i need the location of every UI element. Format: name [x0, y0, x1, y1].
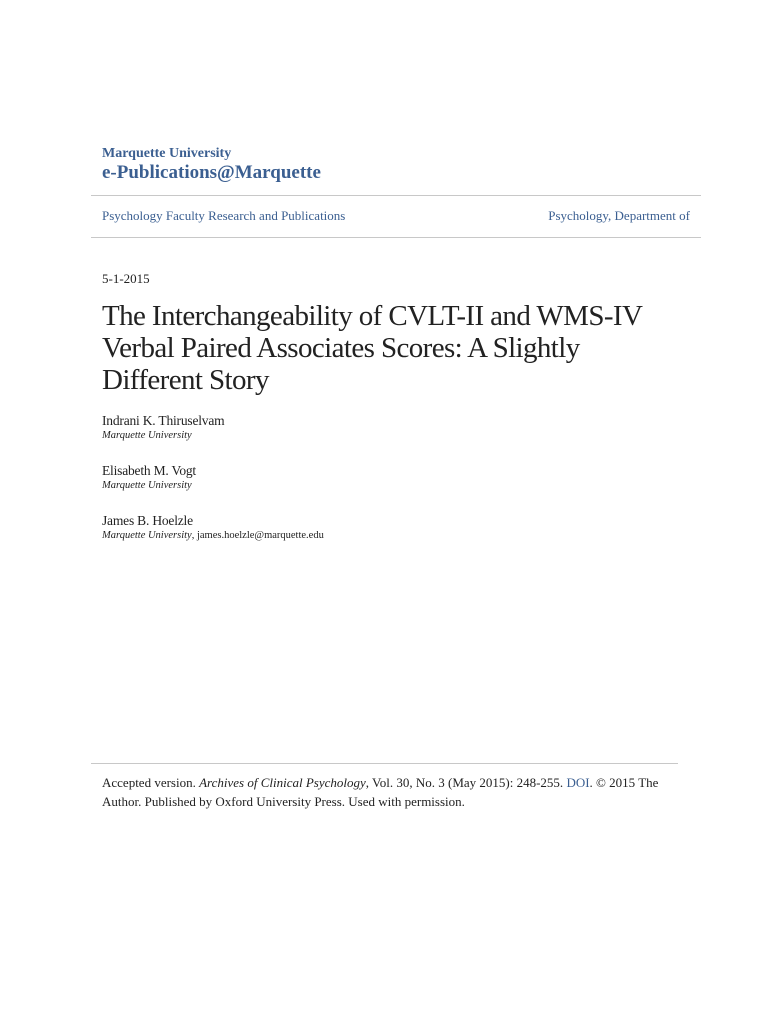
affiliation-separator: , — [191, 530, 197, 541]
author-affiliation: Marquette University — [102, 480, 192, 491]
repository-name-link[interactable]: e-Publications@Marquette — [102, 162, 321, 183]
repository-header — [102, 146, 321, 184]
nav-divider — [91, 237, 701, 238]
author-affiliation-line — [102, 479, 602, 493]
citation-prefix: Accepted version. — [102, 775, 200, 790]
author-email[interactable]: james.hoelzle@marquette.edu — [196, 530, 324, 541]
author-entry — [102, 512, 602, 543]
author-affiliation: Marquette University — [102, 430, 192, 441]
citation-block — [102, 773, 672, 811]
collection-link[interactable]: Psychology Faculty Research and Publications — [102, 208, 346, 223]
author-entry — [102, 462, 602, 493]
author-name: Elisabeth M. Vogt — [102, 463, 196, 478]
author-affiliation-line — [102, 529, 602, 543]
author-affiliation: Marquette University — [102, 530, 192, 541]
top-divider — [91, 195, 701, 196]
citation-journal: Archives of Clinical Psychology — [199, 775, 366, 790]
collection-nav — [102, 207, 690, 225]
article-title: The Interchangeability of CVLT-II and WMS-IV Verbal Paired Associates Scores: A Slightly Different Story — [102, 300, 642, 396]
author-affiliation-line — [102, 429, 602, 443]
publication-date: 5-1-2015 — [102, 271, 150, 286]
author-name: Indrani K. Thiruselvam — [102, 413, 225, 428]
doi-link[interactable]: DOI — [566, 775, 590, 790]
author-entry — [102, 412, 602, 443]
citation-suffix: . © 2015 The Author. Published by Oxford University Press. Used with permission. — [102, 775, 659, 809]
author-name: James B. Hoelzle — [102, 513, 193, 528]
department-link[interactable]: Psychology, Department of — [548, 208, 690, 223]
citation-details: , Vol. 30, No. 3 (May 2015): 248-255. — [365, 775, 567, 790]
institution-name[interactable]: Marquette University — [102, 146, 232, 161]
citation-divider — [91, 763, 678, 764]
